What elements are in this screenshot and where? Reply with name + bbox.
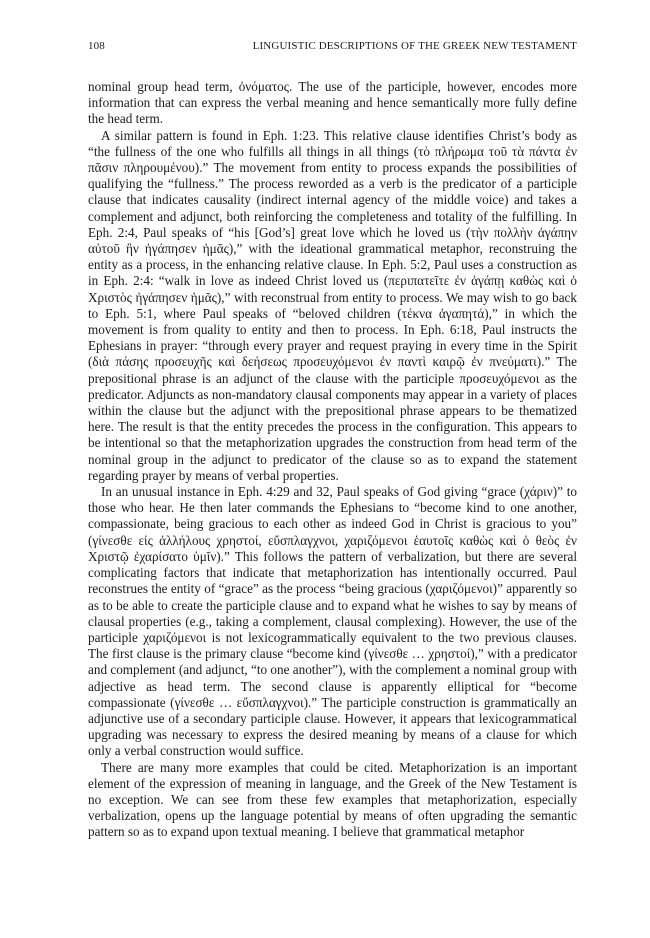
running-head <box>88 40 577 52</box>
running-title: LINGUISTIC DESCRIPTIONS OF THE GREEK NEW TESTAMENT <box>252 40 577 52</box>
page-number: 108 <box>88 40 105 52</box>
body-text <box>88 79 577 841</box>
paragraph: nominal group head term, ὀνόματος. The use of the participle, however, encodes more information that can express the verbal meaning and hence semantically more fully define the head term. <box>88 79 577 127</box>
book-page <box>88 40 577 841</box>
paragraph: A similar pattern is found in Eph. 1:23. This relative clause identifies Christ’s body as “the fullness of the one who fulfills all things in all things (τὸ πλήρωμα τοῦ τὰ πάντα ἐν πᾶσιν πληρουμένου).” The movement from entity to process expands the possibilities of qualifying the “fullness.” The process reworded as a verb is the predicator of a participle clause that indicates causality (indirect internal agency of the middle voice) and takes a complement and adjunct, both reinforcing the completeness and totality of the fulfilling. In Eph. 2:4, Paul speaks of “his [God’s] great love which he loved us (τὴν πολλὴν ἀγάπην αὐτοῦ ἣν ἠγάπησεν ἡμᾶς),” with the ideational grammatical metaphor, reconstruing the entity as a process, in the enhancing relative clause. In Eph. 5:2, Paul uses a construction as in Eph. 2:4: “walk in love as indeed Christ loved us (περιπατεῖτε ἐν ἀγάπῃ καθὼς καὶ ὁ Χριστὸς ἠγάπησεν ἡμᾶς),” with reconstrual from entity to process. We may wish to go back to Eph. 5:1, where Paul speaks of “beloved children (τέκνα ἀγαπητά),” in which the movement is from quality to entity and then to process. In Eph. 6:18, Paul instructs the Ephesians in prayer: “through every prayer and request praying in every time in the Spirit (διὰ πάσης προσευχῆς καὶ δεήσεως προσευχόμενοι ἐν παντὶ καιρῷ ἐν πνεύματι).” The prepositional phrase is an adjunct of the clause with the participle προσευχόμενοι as the predicator. Adjuncts as non-mandatory clausal components may appear in a variety of places within the clause but the adjunct with the prepositional phrase appears to be thematized here. The result is that the entity precedes the process in the configuration. This appears to be intentional so that the metaphorization upgrades the construction from head term of the nominal group in the adjunct to predicator of the clause so as to expand the statement regarding prayer by means of verbal properties. <box>88 127 577 483</box>
paragraph: In an unusual instance in Eph. 4:29 and 32, Paul speaks of God giving “grace (χάριν)” to those who hear. He then later commands the Ephesians to “become kind to one another, compassionate, being gracious to each other as indeed God in Christ is gracious to you” (γίνεσθε εἰς ἀλλήλους χρηστοί, εὔσπλαγχνοι, χαριζόμενοι ἑαυτοῖς καθὼς καὶ ὁ θεὸς ἐν Χριστῷ ἐχαρίσατο ὑμῖν).” This follows the pattern of verbalization, but there are several complicating factors that indicate that metaphorization has intentionally occurred. Paul reconstrues the entity of “grace” as the process “being gracious (χαριζόμενοι)” apparently so as to be able to create the participle clause and to expand what he wishes to say by means of clausal properties (e.g., taking a complement, clausal complexing). However, the use of the participle χαριζόμενοι is not lexicogrammatically equivalent to the two previous clauses. The first clause is the primary clause “become kind (γίνεσθε … χρηστοί),” with a predicator and complement (and adjunct, “to one another”), with the complement a nominal group with adjective as head term. The second clause is apparently elliptical for “become compassionate (γίνεσθε … εὔσπλαγχνοι).” The participle construction is grammatically an adjunctive use of a secondary participle clause. However, it appears that lexicogrammatical upgrading was necessary to express the desired meaning by means of a clause for which only a verbal construction would suffice. <box>88 484 577 759</box>
paragraph: There are many more examples that could be cited. Metaphorization is an important element of the expression of meaning in language, and the Greek of the New Testament is no exception. We can see from these few examples that metaphorization, especially verbalization, opens up the language potential by means of often upgrading the semantic pattern so as to expand upon textual meaning. I believe that grammatical metaphor <box>88 759 577 840</box>
